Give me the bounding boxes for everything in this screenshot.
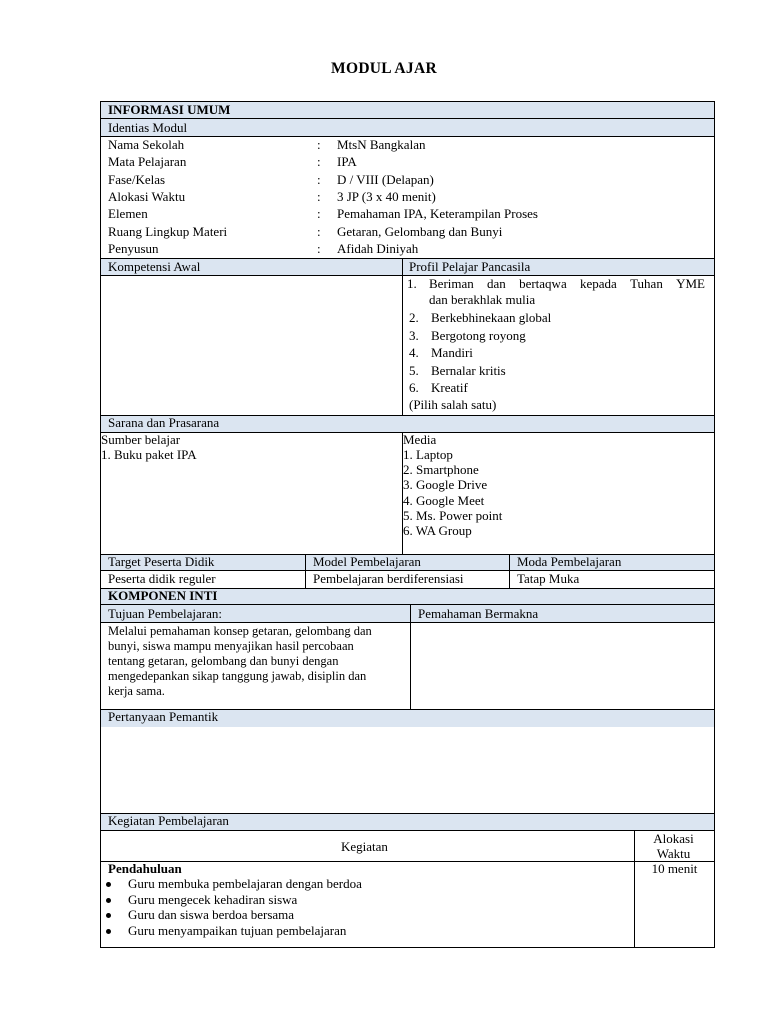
separator: : bbox=[317, 189, 321, 204]
profil-item-number: 1. bbox=[407, 276, 417, 291]
word: kepada bbox=[579, 276, 617, 291]
tujuan-line: mengedepankan sikap tanggung jawab, disiplin dan bbox=[108, 669, 367, 683]
separator: : bbox=[317, 172, 321, 187]
model-pembelajaran-value: Pembelajaran berdiferensiasi bbox=[313, 571, 464, 586]
pendahuluan-item: Guru dan siswa berdoa bersama bbox=[128, 907, 295, 922]
column-divider bbox=[305, 554, 306, 588]
bullet-icon bbox=[106, 913, 111, 918]
pendahuluan-item: Guru menyampaikan tujuan pembelajaran bbox=[128, 923, 347, 938]
value-elemen: Pemahaman IPA, Keterampilan Proses bbox=[337, 206, 538, 221]
kegiatan-column-header: Kegiatan bbox=[341, 839, 388, 854]
profil-item-1-line1 bbox=[429, 276, 705, 292]
tujuan-line: bunyi, siswa mampu menyajikan hasil percobaan bbox=[108, 639, 354, 653]
identitas-header-label: Identias Modul bbox=[108, 120, 188, 135]
section-informasi-umum-label: INFORMASI UMUM bbox=[108, 102, 231, 117]
pendahuluan-item: Guru mengecek kehadiran siswa bbox=[128, 892, 298, 907]
model-pembelajaran-label: Model Pembelajaran bbox=[313, 554, 421, 569]
separator: : bbox=[317, 154, 321, 169]
profil-item-number: 6. bbox=[409, 380, 419, 395]
profil-item-number: 3. bbox=[409, 328, 419, 343]
value-alokasi-waktu: 3 JP (3 x 40 menit) bbox=[337, 189, 436, 204]
tujuan-line: tentang getaran, gelombang dan bunyi dengan bbox=[108, 654, 339, 668]
pendahuluan-title: Pendahuluan bbox=[108, 861, 182, 876]
word: Beriman bbox=[429, 276, 474, 291]
sumber-belajar-title: Sumber belajar bbox=[101, 432, 181, 447]
column-divider bbox=[402, 258, 403, 415]
profil-item-1-line2: dan berakhlak mulia bbox=[429, 292, 536, 307]
word: dan bbox=[487, 276, 506, 291]
target-peserta-value: Peserta didik reguler bbox=[108, 571, 216, 586]
word: bertaqwa bbox=[519, 276, 567, 291]
sarana-label: Sarana dan Prasarana bbox=[108, 415, 220, 430]
separator: : bbox=[317, 206, 321, 221]
value-nama-sekolah: MtsN Bangkalan bbox=[337, 137, 426, 152]
section-komponen-inti-label: KOMPONEN INTI bbox=[108, 588, 218, 603]
media-item: 3. Google Drive bbox=[403, 477, 488, 492]
label-elemen: Elemen bbox=[108, 206, 148, 221]
media-item: 2. Smartphone bbox=[403, 462, 479, 477]
label-nama-sekolah: Nama Sekolah bbox=[108, 137, 185, 152]
media-item: 1. Laptop bbox=[403, 447, 453, 462]
label-mata-pelajaran: Mata Pelajaran bbox=[108, 154, 187, 169]
media-title: Media bbox=[403, 432, 437, 447]
profil-item: Bernalar kritis bbox=[431, 363, 506, 378]
row-divider bbox=[101, 861, 714, 862]
media-item: 4. Google Meet bbox=[403, 493, 485, 508]
kompetensi-awal-label: Kompetensi Awal bbox=[108, 259, 201, 274]
word: Tuhan bbox=[630, 276, 663, 291]
profil-note: (Pilih salah satu) bbox=[409, 397, 497, 412]
tujuan-line: kerja sama. bbox=[108, 684, 165, 698]
value-ruang-lingkup: Getaran, Gelombang dan Bunyi bbox=[337, 224, 503, 239]
target-peserta-label: Target Peserta Didik bbox=[108, 554, 215, 569]
pemahaman-label: Pemahaman Bermakna bbox=[418, 606, 539, 621]
label-alokasi-waktu: Alokasi Waktu bbox=[108, 189, 186, 204]
profil-item-number: 2. bbox=[409, 310, 419, 325]
word: YME bbox=[676, 276, 705, 291]
tujuan-label: Tujuan Pembelajaran: bbox=[108, 606, 222, 621]
column-divider bbox=[410, 605, 411, 709]
bullet-icon bbox=[106, 882, 111, 887]
profil-item-number: 5. bbox=[409, 363, 419, 378]
profil-pelajar-label: Profil Pelajar Pancasila bbox=[409, 259, 531, 274]
profil-item: Mandiri bbox=[431, 345, 473, 360]
separator: : bbox=[317, 137, 321, 152]
column-divider bbox=[634, 831, 635, 948]
pendahuluan-item: Guru membuka pembelajaran dengan berdoa bbox=[128, 876, 362, 891]
moda-pembelajaran-value: Tatap Muka bbox=[517, 571, 580, 586]
media-item: 6. WA Group bbox=[403, 523, 472, 538]
tujuan-line: Melalui pemahaman konsep getaran, gelombang dan bbox=[108, 624, 372, 638]
separator: : bbox=[317, 241, 321, 256]
profil-item: Kreatif bbox=[431, 380, 468, 395]
value-fase-kelas: D / VIII (Delapan) bbox=[337, 172, 434, 187]
pertanyaan-label: Pertanyaan Pemantik bbox=[108, 709, 219, 724]
module-table bbox=[100, 101, 715, 948]
kegiatan-label: Kegiatan Pembelajaran bbox=[108, 813, 229, 828]
alokasi-column-header: Waktu bbox=[656, 846, 691, 861]
bullet-icon bbox=[106, 929, 111, 934]
column-divider bbox=[509, 554, 510, 588]
document-title: MODUL AJAR bbox=[331, 60, 437, 77]
sumber-item: 1. Buku paket IPA bbox=[101, 447, 197, 462]
media-item: 5. Ms. Power point bbox=[403, 508, 503, 523]
pendahuluan-time: 10 menit bbox=[651, 861, 698, 876]
moda-pembelajaran-label: Moda Pembelajaran bbox=[517, 554, 622, 569]
value-penyusun: Afidah Diniyah bbox=[337, 241, 419, 256]
separator: : bbox=[317, 224, 321, 239]
profil-item: Bergotong royong bbox=[431, 328, 526, 343]
profil-item-number: 4. bbox=[409, 345, 419, 360]
identitas-header bbox=[101, 119, 714, 137]
label-fase-kelas: Fase/Kelas bbox=[108, 172, 166, 187]
label-penyusun: Penyusun bbox=[108, 241, 159, 256]
profil-item: Berkebhinekaan global bbox=[431, 310, 552, 325]
bullet-icon bbox=[106, 898, 111, 903]
alokasi-column-header: Alokasi bbox=[653, 831, 694, 846]
label-ruang-lingkup: Ruang Lingkup Materi bbox=[108, 224, 228, 239]
value-mata-pelajaran: IPA bbox=[337, 154, 357, 169]
